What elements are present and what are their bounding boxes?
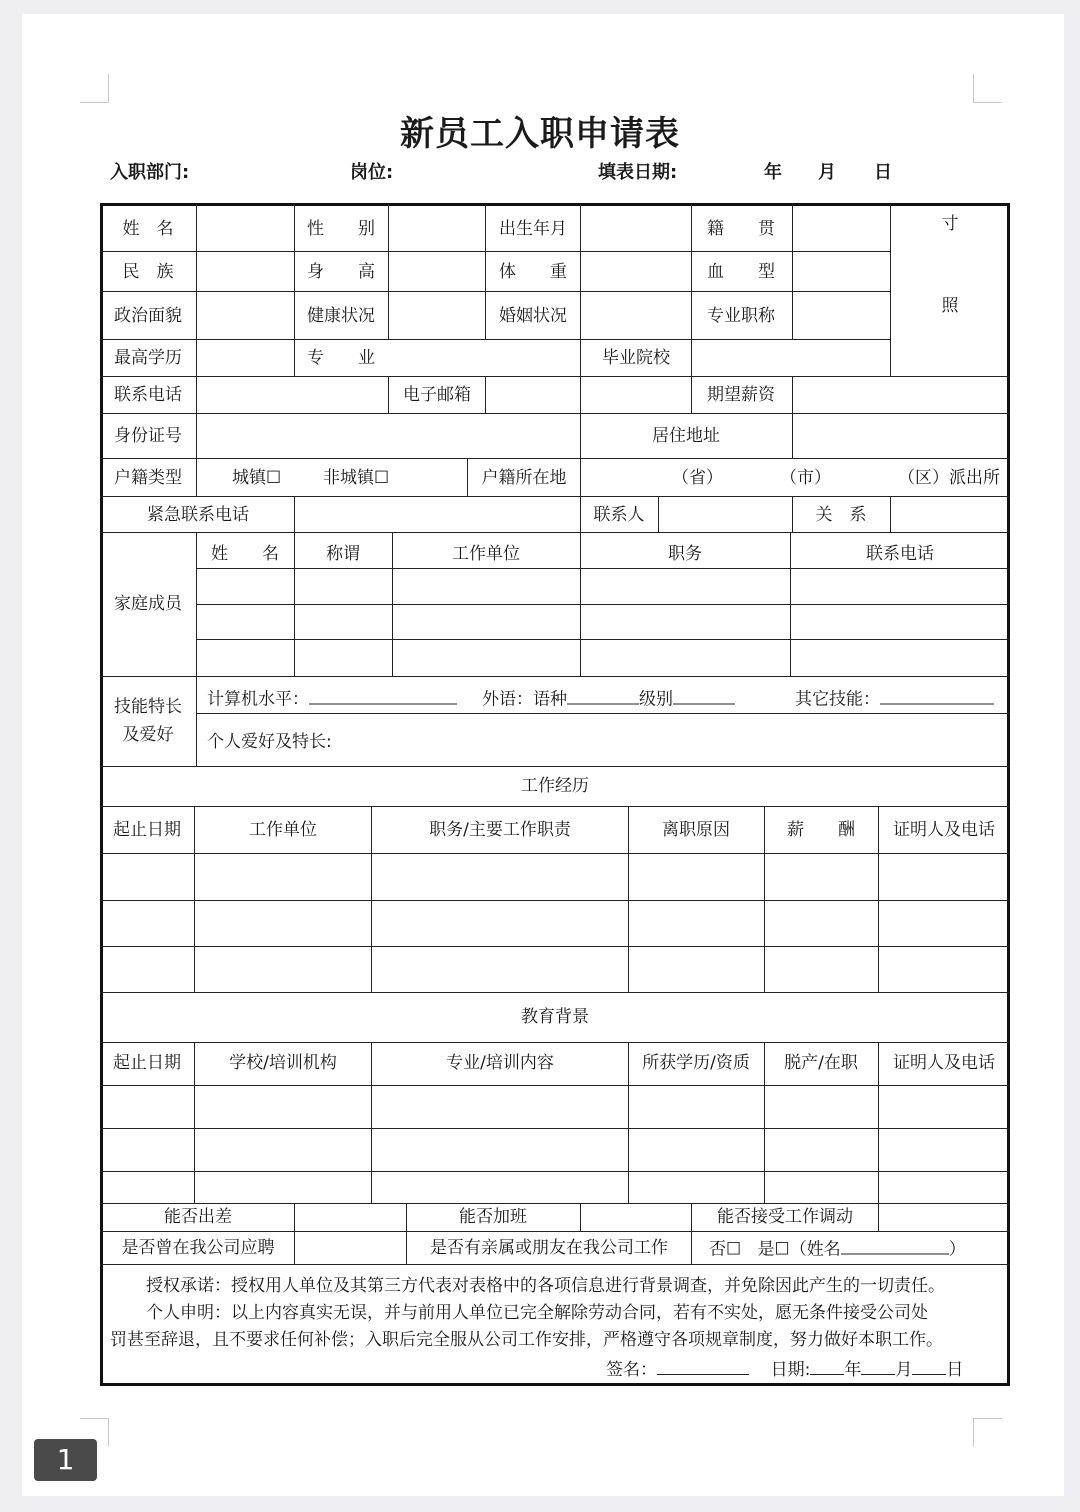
fill-date-label: 填表日期: bbox=[598, 162, 678, 183]
language-level-blank[interactable] bbox=[673, 687, 735, 705]
no-checkbox[interactable]: 否☐ bbox=[709, 1239, 742, 1260]
grid-line bbox=[406, 1203, 407, 1264]
label-professional-title: 专业职称 bbox=[707, 306, 775, 326]
label-height: 身 高 bbox=[307, 262, 375, 282]
grid-line bbox=[100, 1231, 1010, 1232]
grid-line bbox=[691, 203, 692, 376]
grid-line bbox=[392, 532, 393, 676]
label-hukou-place: 户籍所在地 bbox=[481, 468, 567, 488]
grid-line bbox=[100, 806, 1010, 807]
grid-line bbox=[100, 458, 1010, 459]
label-id-number: 身份证号 bbox=[114, 426, 182, 446]
label-province: （省） bbox=[672, 468, 723, 488]
work-col-duties: 职务/主要工作职责 bbox=[429, 820, 571, 840]
grid-line bbox=[100, 1042, 1010, 1043]
date-month: 月 bbox=[818, 162, 836, 183]
declaration-line1: 个人申明：以上内容真实无误，并与前用人单位已完全解除劳动合同，若有不实处，愿无条件接受公司处 bbox=[146, 1303, 928, 1323]
grid-line bbox=[100, 376, 1010, 377]
grid-line bbox=[371, 1042, 372, 1203]
dept-label: 入职部门: bbox=[110, 162, 190, 183]
family-col-relation: 称谓 bbox=[326, 544, 360, 564]
label-email: 电子邮箱 bbox=[403, 385, 471, 405]
grid-line bbox=[691, 1203, 692, 1231]
work-col-leave-reason: 离职原因 bbox=[662, 820, 730, 840]
work-col-employer: 工作单位 bbox=[249, 820, 317, 840]
label-ethnicity: 民 族 bbox=[122, 262, 174, 282]
grid-line bbox=[580, 203, 581, 413]
label-address: 居住地址 bbox=[652, 426, 720, 446]
label-district: （区）派出所 bbox=[898, 468, 1000, 488]
edu-col-dates: 起止日期 bbox=[113, 1053, 181, 1073]
label-phone: 联系电话 bbox=[114, 385, 182, 405]
grid-line bbox=[790, 532, 791, 676]
document-title: 新员工入职申请表 bbox=[400, 114, 680, 154]
label-travel: 能否出差 bbox=[164, 1207, 232, 1227]
grid-line bbox=[792, 376, 793, 413]
margin-mark-bottom-right bbox=[973, 1418, 1002, 1447]
photo-label-bottom: 照 bbox=[941, 296, 959, 316]
label-applied-before: 是否曾在我公司应聘 bbox=[121, 1238, 275, 1258]
grid-line bbox=[100, 1264, 1010, 1265]
grid-line bbox=[371, 806, 372, 992]
relative-name-blank[interactable] bbox=[841, 1237, 949, 1255]
date-year: 年 bbox=[764, 162, 782, 183]
label-overtime: 能否加班 bbox=[459, 1207, 527, 1227]
signature-line: 签名： 日期: 年 月 日 bbox=[606, 1357, 963, 1380]
grid-line bbox=[196, 713, 1010, 714]
grid-line bbox=[878, 806, 879, 992]
family-col-name: 姓 名 bbox=[211, 544, 279, 564]
grid-line bbox=[196, 604, 1010, 605]
label-other-skills: 其它技能： bbox=[795, 687, 994, 710]
margin-mark-top-right bbox=[973, 74, 1002, 103]
label-family: 家庭成员 bbox=[114, 594, 182, 614]
label-emergency-phone: 紧急联系电话 bbox=[147, 505, 249, 525]
grid-line bbox=[100, 853, 1010, 854]
page-number-badge[interactable]: 1 bbox=[34, 1439, 97, 1481]
label-hukou-type: 户籍类型 bbox=[114, 468, 182, 488]
sign-year-blank[interactable] bbox=[810, 1357, 844, 1375]
grid-line bbox=[100, 1171, 1010, 1172]
grid-line bbox=[580, 496, 581, 532]
label-education: 最高学历 bbox=[114, 348, 182, 368]
label-blood-type: 血 型 bbox=[707, 262, 775, 282]
label-marital: 婚姻状况 bbox=[499, 306, 567, 326]
grid-line bbox=[792, 413, 793, 458]
grid-line bbox=[294, 203, 295, 376]
grid-line bbox=[100, 251, 890, 252]
label-skills-line1: 技能特长 bbox=[114, 697, 182, 717]
grid-line bbox=[628, 806, 629, 992]
photo-label-top: 寸 bbox=[941, 214, 959, 234]
grid-line bbox=[194, 806, 195, 992]
grid-line bbox=[485, 203, 486, 339]
label-gender: 性 别 bbox=[307, 219, 375, 239]
grid-line bbox=[100, 1128, 1010, 1129]
sign-month-blank[interactable] bbox=[861, 1357, 895, 1375]
grid-line bbox=[580, 413, 581, 458]
computer-level-blank[interactable] bbox=[309, 687, 457, 705]
urban-checkbox[interactable]: 城镇☐ bbox=[232, 468, 282, 488]
grid-line bbox=[580, 1203, 581, 1231]
grid-line bbox=[196, 532, 197, 766]
label-major: 专 业 bbox=[307, 348, 375, 368]
grid-line bbox=[691, 1231, 692, 1264]
date-day: 日 bbox=[874, 162, 892, 183]
grid-line bbox=[294, 1203, 295, 1264]
grid-line bbox=[100, 339, 890, 340]
margin-mark-top-left bbox=[80, 74, 109, 103]
edu-col-study-mode: 脱产/在职 bbox=[784, 1053, 858, 1073]
grid-line bbox=[580, 458, 581, 496]
grid-line bbox=[628, 1042, 629, 1203]
label-relatives: 是否有亲属或朋友在我公司工作 bbox=[430, 1238, 668, 1258]
grid-line bbox=[878, 1203, 879, 1231]
label-computer-level: 计算机水平： bbox=[207, 687, 457, 710]
other-skills-blank[interactable] bbox=[880, 687, 994, 705]
edu-col-reference: 证明人及电话 bbox=[893, 1053, 995, 1073]
position-label: 岗位: bbox=[350, 162, 394, 183]
label-name: 姓 名 bbox=[122, 219, 174, 239]
grid-line bbox=[890, 203, 891, 376]
grid-line bbox=[388, 376, 389, 413]
grid-line bbox=[196, 458, 197, 496]
sign-day-blank[interactable] bbox=[912, 1357, 946, 1375]
grid-line bbox=[294, 496, 295, 532]
family-col-phone: 联系电话 bbox=[866, 544, 934, 564]
label-political: 政治面貌 bbox=[114, 306, 182, 326]
grid-line bbox=[100, 946, 1010, 947]
grid-line bbox=[100, 900, 1010, 901]
grid-line bbox=[792, 203, 793, 339]
grid-line bbox=[100, 766, 1010, 767]
edu-col-degree: 所获学历/资质 bbox=[642, 1053, 750, 1073]
edu-col-school: 学校/培训机构 bbox=[229, 1053, 337, 1073]
family-col-position: 职务 bbox=[668, 544, 702, 564]
label-city: （市） bbox=[780, 468, 831, 488]
grid-line bbox=[467, 458, 468, 496]
label-weight: 体 重 bbox=[499, 262, 567, 282]
label-hobbies: 个人爱好及特长: bbox=[207, 732, 332, 752]
yes-checkbox[interactable]: 是☐ bbox=[757, 1239, 790, 1260]
relatives-answer: 否☐ 是☐（姓名 ） bbox=[709, 1237, 966, 1260]
label-birth: 出生年月 bbox=[499, 219, 567, 239]
grid-line bbox=[890, 496, 891, 532]
grid-line bbox=[388, 203, 389, 339]
authorization-text: 授权承诺：授权用人单位及其第三方代表对表格中的各项信息进行背景调查，并免除因此产生的一切责任。 bbox=[146, 1276, 945, 1296]
grid-line bbox=[100, 676, 1010, 677]
signature-blank[interactable] bbox=[657, 1357, 749, 1375]
grid-line bbox=[196, 568, 1010, 569]
label-native-place: 籍 贯 bbox=[707, 219, 775, 239]
rural-checkbox[interactable]: 非城镇☐ bbox=[323, 468, 390, 488]
label-relation: 关 系 bbox=[815, 505, 867, 525]
label-school: 毕业院校 bbox=[602, 348, 670, 368]
grid-line bbox=[100, 1085, 1010, 1086]
grid-line bbox=[100, 532, 1010, 533]
grid-line bbox=[580, 532, 581, 676]
grid-line bbox=[100, 413, 1010, 414]
grid-line bbox=[100, 992, 1010, 993]
declaration-line2: 罚甚至辞退，且不要求任何补偿；入职后完全服从公司工作安排，严格遵守各项规章制度，努力做好本职工作。 bbox=[110, 1330, 943, 1350]
grid-line bbox=[691, 376, 692, 413]
grid-line bbox=[294, 532, 295, 676]
label-contact-person: 联系人 bbox=[593, 505, 645, 525]
edu-col-major: 专业/培训内容 bbox=[446, 1053, 554, 1073]
grid-line bbox=[764, 1042, 765, 1203]
grid-line bbox=[100, 291, 890, 292]
label-language: 外语：语种 级别 bbox=[482, 687, 735, 710]
work-col-salary: 薪 酬 bbox=[787, 820, 855, 840]
label-transfer: 能否接受工作调动 bbox=[717, 1207, 853, 1227]
grid-line bbox=[100, 1203, 1010, 1204]
grid-line bbox=[194, 1042, 195, 1203]
grid-line bbox=[658, 496, 659, 532]
grid-line bbox=[196, 203, 197, 458]
label-salary: 期望薪资 bbox=[707, 385, 775, 405]
family-col-employer: 工作单位 bbox=[452, 544, 520, 564]
label-skills-line2: 及爱好 bbox=[122, 725, 174, 745]
section-education: 教育背景 bbox=[521, 1007, 589, 1027]
work-col-reference: 证明人及电话 bbox=[893, 820, 995, 840]
language-blank[interactable] bbox=[567, 687, 639, 705]
grid-line bbox=[792, 496, 793, 532]
work-col-dates: 起止日期 bbox=[113, 820, 181, 840]
grid-line bbox=[485, 376, 486, 413]
label-health: 健康状况 bbox=[307, 306, 375, 326]
section-work-history: 工作经历 bbox=[521, 776, 589, 796]
grid-line bbox=[100, 496, 1010, 497]
grid-line bbox=[764, 806, 765, 992]
grid-line bbox=[878, 1042, 879, 1203]
grid-line bbox=[196, 639, 1010, 640]
